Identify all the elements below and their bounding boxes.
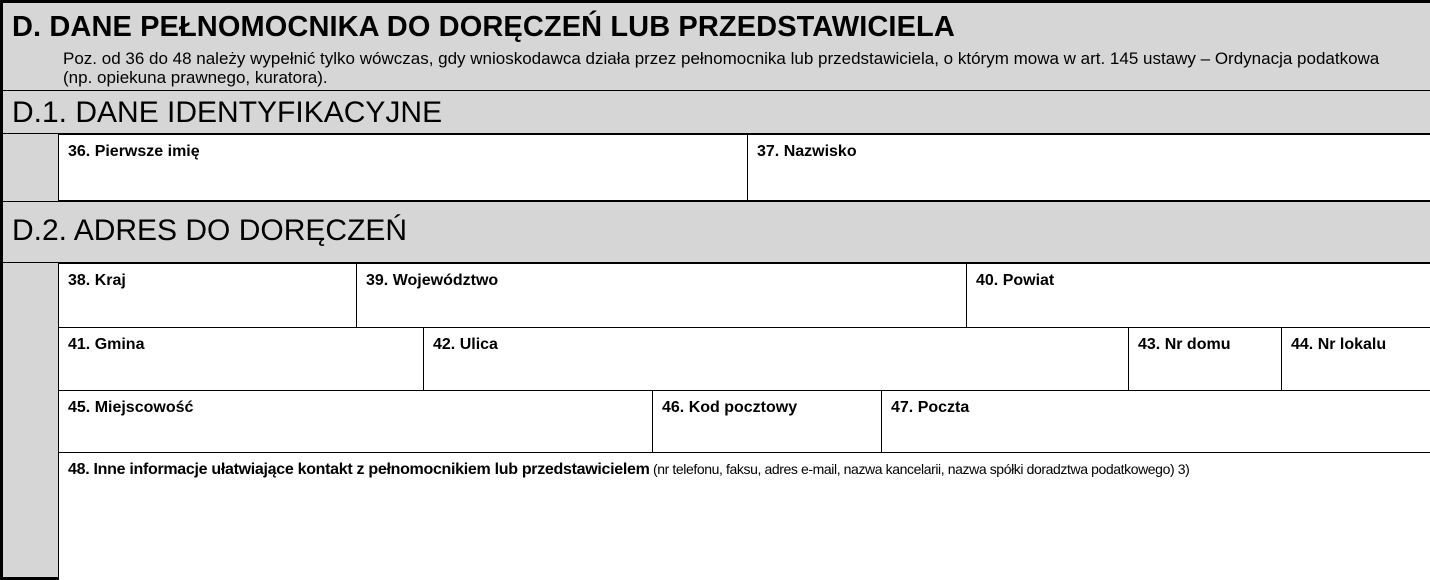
field-39-label: 39. Województwo [366,272,499,289]
field-37-surname[interactable] [747,134,1430,201]
field-46-postal-code[interactable] [652,390,881,453]
field-48-label [68,461,1189,479]
field-47-label: 47. Poczta [891,399,970,416]
field-40-label: 40. Powiat [976,272,1055,289]
field-38-country[interactable] [58,263,356,328]
section-d-title: D. DANE PEŁNOMOCNIKA DO DORĘCZEŃ LUB PRZEDSTAWICIELA [12,11,955,43]
section-d1-title: D.1. DANE IDENTYFIKACYJNE [12,96,443,129]
field-48-hint: (nr telefonu, faksu, adres e-mail, nazwa kancelarii, nazwa spółki doradztwa podatkowego) 3) [649,461,1190,477]
field-48-other-contact-info[interactable] [58,452,1430,580]
field-38-label: 38. Kraj [68,272,126,289]
field-37-label: 37. Nazwisko [757,143,857,160]
field-43-label: 43. Nr domu [1138,336,1231,353]
section-d-description: Poz. od 36 do 48 należy wypełnić tylko wówczas, gdy wnioskodawca działa przez pełnomocnika lub przedstawiciela, o którym mowa w art. 145 ustawy – Ordynacja podatkowa (np. opiekuna prawnego, kuratora). [63,49,1380,87]
field-44-label: 44. Nr lokalu [1291,336,1387,353]
field-44-apartment-number[interactable] [1281,327,1430,391]
field-40-county[interactable] [966,263,1430,328]
field-39-voivodeship[interactable] [356,263,966,328]
field-45-city[interactable] [58,390,652,453]
section-d1-header [3,91,1430,134]
field-36-first-name[interactable] [58,134,747,201]
section-d2-title: D.2. ADRES DO DORĘCZEŃ [12,214,408,247]
field-43-house-number[interactable] [1128,327,1281,391]
field-41-municipality[interactable] [58,327,423,391]
section-d-header [3,3,1430,91]
field-42-street[interactable] [423,327,1128,391]
field-36-label: 36. Pierwsze imię [68,143,200,160]
field-46-label: 46. Kod pocztowy [662,399,798,416]
section-d2-header [3,201,1430,263]
field-47-post-office[interactable] [881,390,1430,453]
field-45-label: 45. Miejscowość [68,399,194,416]
field-48-label-text: 48. Inne informacje ułatwiające kontakt z pełnomocnikiem lub przedstawicielem [68,461,650,478]
field-41-label: 41. Gmina [68,336,145,353]
field-42-label: 42. Ulica [433,336,498,353]
